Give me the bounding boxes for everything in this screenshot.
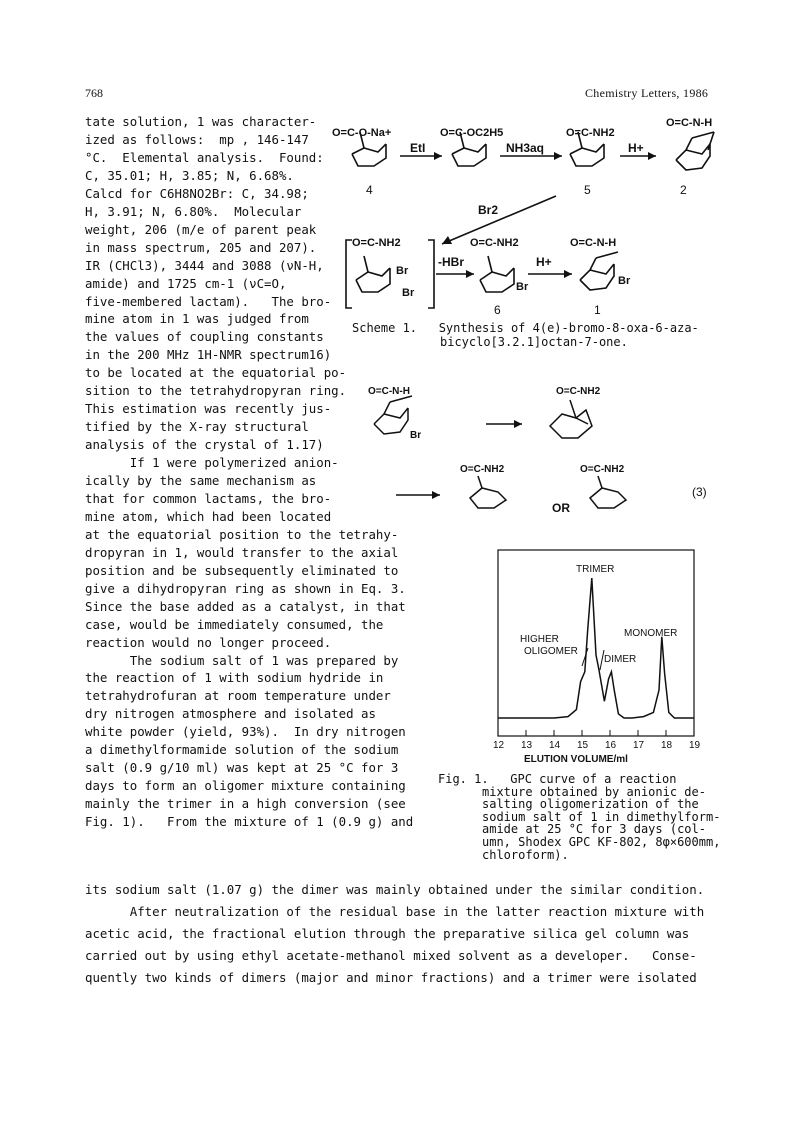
- text-line: This estimation was recently jus-: [85, 401, 332, 417]
- eq-group-lactam: O=C-N-H: [368, 386, 410, 397]
- text-line: mine atom in 1 was judged from: [85, 311, 309, 327]
- scheme-1-drawing: [330, 110, 730, 320]
- bicyclic-ring-1: [580, 258, 614, 290]
- scheme-group-ester: O=C-OC2H5: [440, 127, 504, 139]
- text-line: sition to the tetrahydropyran ring.: [85, 383, 347, 399]
- annotation-monomer: MONOMER: [624, 628, 678, 639]
- caption-line: salting oligomerization of the: [482, 797, 699, 812]
- text-line: analysis of the crystal of 1.17): [85, 437, 324, 453]
- reagent-br2: Br2: [478, 203, 499, 217]
- reagent-nh3aq: NH3aq: [506, 141, 545, 155]
- x-axis-label: ELUTION VOLUME/ml: [524, 754, 628, 765]
- text-line: reaction would no longer proceed.: [85, 634, 332, 650]
- caption-line: amide at 25 °C for 3 days (col-: [482, 822, 706, 837]
- text-line: a dimethylformamide solution of the sodium: [85, 742, 399, 758]
- reagent-h-plus-2: H+: [536, 255, 552, 269]
- page-number: 768: [85, 86, 103, 100]
- pyran-ring-6: [480, 268, 514, 292]
- text-line: Calcd for C6H8NO2Br: C, 34.98;: [85, 185, 309, 201]
- text-line: the values of coupling constants: [85, 329, 324, 345]
- text-line: °C. Elemental analysis. Found:: [85, 149, 324, 165]
- annotation-higher: HIGHER: [520, 634, 559, 645]
- eq-group-acyl-2: O=C-NH2: [460, 464, 505, 475]
- text-line: dry nitrogen atmosphere and isolated as: [85, 706, 376, 722]
- scheme-group-lactam-2: O=C-N-H: [570, 237, 617, 249]
- gpc-chart: [484, 548, 700, 768]
- scheme-br-2: Br: [402, 287, 415, 299]
- compound-label-2: 2: [680, 183, 687, 197]
- text-line: quently two kinds of dimers (major and minor fractions) and a trimer were isolated: [85, 970, 697, 985]
- pyran-ring-4: [352, 144, 386, 166]
- x-tick-label: 15: [577, 740, 589, 751]
- compound-label-4: 4: [366, 183, 373, 197]
- text-line: C, 35.01; H, 3.85; N, 6.68%.: [85, 167, 294, 183]
- x-tick-label: 18: [661, 740, 673, 751]
- caption-line: umn, Shodex GPC KF-802, 8φ×600mm,: [482, 835, 721, 849]
- text-line: position and be subsequently eliminated to: [85, 562, 399, 578]
- text-line: tate solution, 1 was character-: [85, 114, 317, 129]
- annotation-oligomer: OLIGOMER: [524, 646, 578, 657]
- dihydropyran-product-2: [590, 488, 626, 508]
- text-line: white powder (yield, 93%). In dry nitrogen: [85, 724, 406, 740]
- text-line: at the equatorial position to the tetrahy-: [85, 526, 399, 542]
- text-line: tified by the X-ray structural: [85, 419, 309, 435]
- scheme-group-carboxylate: O=C-O-Na+: [332, 127, 392, 139]
- text-line: ized as follows: mp , 146-147: [85, 131, 309, 147]
- scheme-caption-line-1: Scheme 1. Synthesis of 4(e)-bromo-8-oxa-6-aza-: [352, 321, 699, 335]
- text-line: that for common lactams, the bro-: [85, 490, 332, 506]
- pyran-ring-ester: [452, 144, 486, 166]
- text-line: give a dihydropyran ring as shown in Eq. 3.: [85, 580, 406, 596]
- scheme-br-3: Br: [516, 281, 529, 293]
- caption-line: Fig. 1. GPC curve of a reaction: [438, 772, 677, 786]
- text-line: After neutralization of the residual base in the latter reaction mixture with: [85, 904, 705, 919]
- bicyclic-ring-2: [676, 138, 710, 170]
- reagent-h-plus-1: H+: [628, 141, 644, 155]
- text-line: amide) and 1725 cm-1 (νC=O,: [85, 275, 287, 291]
- text-line: case, would be immediately consumed, the: [85, 616, 384, 632]
- text-line: the reaction of 1 with sodium hydride in: [85, 670, 384, 686]
- x-tick-label: 16: [605, 740, 617, 751]
- text-line: Since the base added as a catalyst, in that: [85, 598, 406, 614]
- equation-number: (3): [692, 485, 707, 499]
- pyran-ring-dibromo: [356, 268, 390, 292]
- bicyclic-bromo-lactam: [374, 402, 408, 434]
- scheme-group-lactam: O=C-N-H: [666, 117, 713, 129]
- x-tick-label: 14: [549, 740, 561, 751]
- scheme-br-1: Br: [396, 265, 409, 277]
- scheme-group-amide: O=C-NH2: [566, 127, 615, 139]
- text-line: IR (CHCl3), 3444 and 3088 (νN-H,: [85, 257, 324, 273]
- text-line: weight, 206 (m/e of parent peak: [85, 221, 317, 237]
- text-line: If 1 were polymerized anion-: [85, 455, 339, 471]
- pyran-ring-5: [570, 144, 604, 166]
- text-line: mine atom, which had been located: [85, 508, 332, 524]
- x-tick-label: 12: [493, 740, 505, 751]
- text-line: acetic acid, the fractional elution through the preparative silica gel column was: [85, 926, 690, 941]
- compound-label-1: 1: [594, 303, 601, 317]
- text-line: carried out by using ethyl acetate-methanol mixed solvent as a developer. Conse-: [85, 948, 697, 963]
- eq-group-acyl: O=C-NH2: [556, 386, 601, 397]
- chair-intermediate: [550, 410, 592, 438]
- text-line: Fig. 1). From the mixture of 1 (0.9 g) and: [85, 814, 414, 830]
- text-line: ically by the same mechanism as: [85, 473, 317, 488]
- text-line: H, 3.91; N, 6.80%. Molecular: [85, 203, 302, 219]
- x-tick-label: 19: [689, 740, 700, 751]
- text-line: salt (0.9 g/10 ml) was kept at 25 °C for 3: [85, 760, 399, 776]
- text-line: to be located at the equatorial po-: [85, 365, 347, 381]
- caption-line: mixture obtained by anionic de-: [482, 784, 706, 799]
- reagent-eti: EtI: [410, 141, 426, 155]
- dihydropyran-product-1: [470, 488, 506, 508]
- scheme-group-amide-3: O=C-NH2: [470, 237, 519, 249]
- text-line: dropyran in 1, would transfer to the axial: [85, 544, 399, 560]
- text-line: its sodium salt (1.07 g) the dimer was mainly obtained under the similar condition.: [85, 882, 705, 897]
- scheme-br-4: Br: [618, 275, 631, 287]
- text-line: in the 200 MHz 1H-NMR spectrum16): [85, 347, 332, 363]
- x-tick-label: 17: [633, 740, 645, 751]
- text-line: The sodium salt of 1 was prepared by: [85, 652, 399, 668]
- compound-label-6: 6: [494, 303, 501, 317]
- eq-or-label: OR: [552, 501, 570, 515]
- journal-running-head: Chemistry Letters, 1986: [585, 86, 709, 100]
- eq-br: Br: [410, 430, 422, 441]
- caption-line: chloroform).: [482, 847, 569, 862]
- reagent-hbr: -HBr: [438, 255, 464, 269]
- text-line: days to form an oligomer mixture containing: [85, 778, 406, 794]
- text-line: tetrahydrofuran at room temperature under: [85, 688, 391, 704]
- scheme-caption-line-2: bicyclo[3.2.1]octan-7-one.: [440, 335, 628, 349]
- text-line: mainly the trimer in a high conversion (see: [85, 796, 406, 812]
- text-line: five-membered lactam). The bro-: [85, 293, 332, 309]
- x-tick-label: 13: [521, 740, 533, 751]
- text-line: in mass spectrum, 205 and 207).: [85, 239, 317, 255]
- compound-label-5: 5: [584, 183, 591, 197]
- scheme-group-amide-2: O=C-NH2: [352, 237, 401, 249]
- annotation-trimer: TRIMER: [576, 564, 615, 575]
- caption-line: sodium salt of 1 in dimethylform-: [482, 809, 721, 824]
- equation-3-drawing: [360, 380, 720, 520]
- annotation-dimer: DIMER: [604, 654, 637, 665]
- eq-group-acyl-3: O=C-NH2: [580, 464, 625, 475]
